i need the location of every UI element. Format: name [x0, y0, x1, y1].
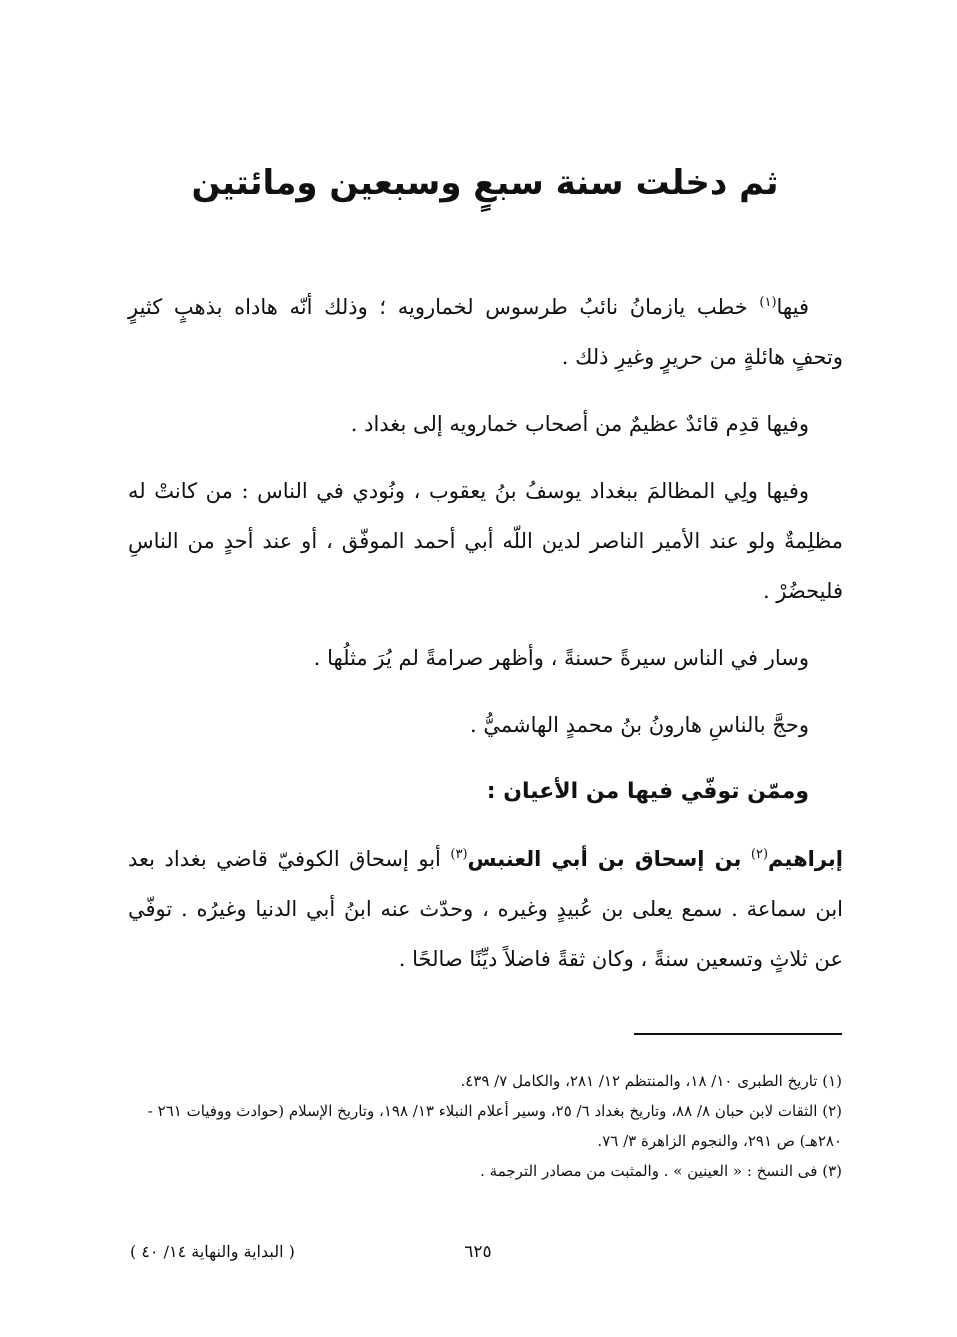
paragraph-1-lead: فيها	[776, 295, 809, 319]
paragraph-1	[128, 282, 843, 382]
biography-nasab: بن إسحاق بن أبي العنبس	[467, 847, 742, 871]
footnote-divider	[634, 1033, 842, 1035]
book-reference: ( البداية والنهاية ١٤/ ٤٠ )	[130, 1242, 295, 1261]
page-number: ٦٢٥	[464, 1242, 492, 1262]
paragraph-3: وفيها ولِي المظالمَ ببغداد يوسفُ بنُ يعقوب ، ونُودي في الناس : من كانتْ له مظلِمةٌ ولو عند الأمير الناصر لدين اللّه أبي أحمد الموفّق ، أو عند أحدٍ من الناسِ فليحضُرْ .	[128, 479, 843, 603]
footnote-ref-2[interactable]: (٢)	[750, 847, 769, 862]
footnote-ref-3[interactable]: (٣)	[450, 847, 468, 862]
footnote-2: (٢) الثقات لابن حبان ٨/ ٨٨، وتاريخ بغداد ٦/ ٢٥، وسير أعلام النبلاء ١٣/ ١٩٨، وتاريخ الإسلام (حوادث ووفيات ٢٦١ - ٢٨٠هـ) ص ٢٩١، والنجوم الزاهرة ٣/ ٧٦.	[147, 1102, 842, 1150]
paragraph-4: وسار في الناس سيرةً حسنةً ، وأظهر صرامةً لم يُرَ مثلُها .	[313, 646, 809, 670]
footnote-1: (١) تاريخ الطبرى ١٠/ ١٨، والمنتظم ١٢/ ٢٨١، والكامل ٧/ ٤٣٩.	[460, 1072, 842, 1090]
paragraph-2: وفيها قدِم قائدٌ عظيمٌ من أصحاب خمارويه إلى بغداد .	[350, 412, 809, 436]
footnote-3: (٣) فى النسخ : « العينين » . والمثبت من مصادر الترجمة .	[480, 1162, 842, 1180]
biography-text: أبو إسحاق الكوفيّ قاضي بغداد بعد ابن سماعة . سمع يعلى بن عُبيدٍ وغيره ، وحدّث عنه ابنُ أبي الدنيا وغيرُه . توفّي عن ثلاثٍ وتسعين سنةً ، وكان ثقةً فاضلاً ديِّنًا صالحًا .	[128, 847, 843, 971]
footnotes	[130, 1066, 842, 1186]
paragraph-1-text: خطب يازمانُ نائبُ طرسوس لخمارويه ؛ وذلك أنّه هاداه بذهبٍ كثيرٍ وتحفٍ هائلةٍ من حريرٍ وغيرِ ذلك .	[128, 295, 843, 369]
main-text	[128, 282, 843, 1001]
footnote-ref-1[interactable]: (١)	[759, 295, 777, 310]
biography-name: إبراهيم	[768, 847, 843, 871]
chapter-heading: ثم دخلت سنة سبعٍ وسبعين ومائتين	[191, 163, 779, 203]
biography-paragraph	[128, 834, 843, 984]
paragraph-5: وحجَّ بالناسِ هارونُ بنُ محمدٍ الهاشميُّ .	[470, 713, 809, 737]
deaths-subheading: وممّن توفّي فيها من الأعيان :	[486, 779, 809, 804]
